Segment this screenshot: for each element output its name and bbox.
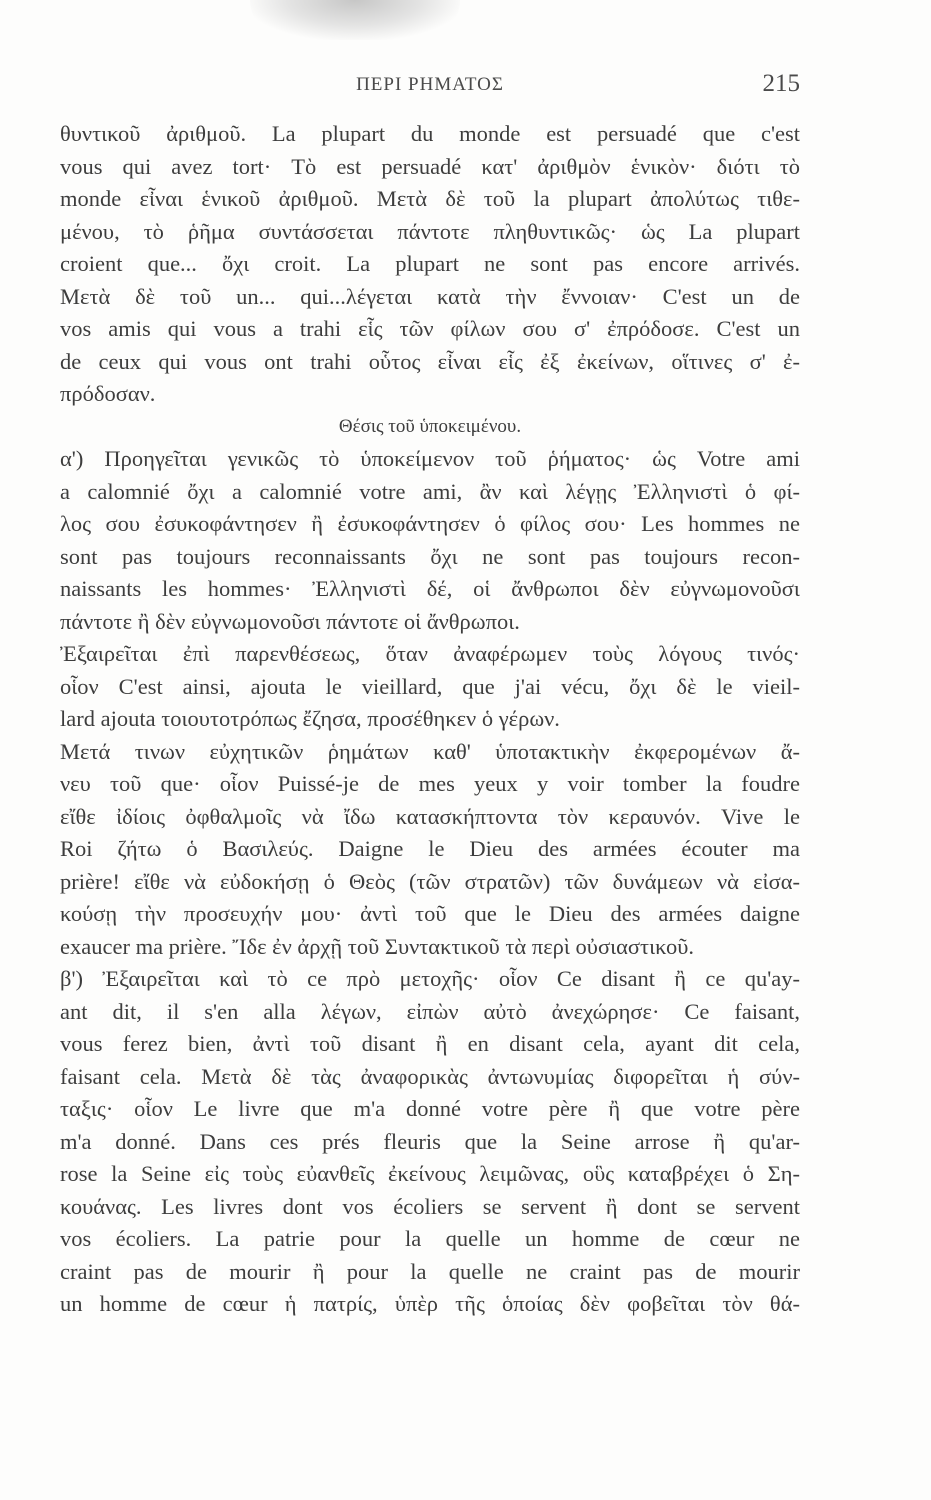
text-line: Μετὰ δὲ τοῦ un... qui...λέγεται κατὰ τὴν ἔννοιαν· C'est un de <box>60 283 800 309</box>
text-line: un homme de cœur ἡ πατρίς, ὑπὲρ τῆς ὁποίας δὲν φοβεῖται τὸν θά- <box>60 1291 800 1316</box>
text-line: Μετά τινων εὐχητικῶν ῥημάτων καθ' ὑποτακτικὴν ἐκφερομένων ἄ- <box>60 738 800 764</box>
text-line: νευ τοῦ que· οἷον Puissé-je de mes yeux y voir tomber la foudre <box>60 771 800 796</box>
binding-shadow <box>250 0 460 40</box>
text-line: οἷον C'est ainsi, ajouta le vieillard, que j'ai vécu, ὄχι δὲ le vieil- <box>60 673 800 699</box>
text-line: de ceux qui vous ont trahi οὗτος εἶναι εἷς ἐξ ἐκείνων, οἵτινες σ' ἐ- <box>60 348 800 374</box>
text-line: μένου, τὸ ῥῆμα συντάσσεται πάντοτε πληθυντικῶς· ὡς La plupart <box>60 218 800 244</box>
page-header <box>60 70 800 110</box>
section-heading: Θέσις τοῦ ὑποκειμένου. <box>338 415 522 437</box>
text-line: β') Ἐξαιρεῖται καὶ τὸ ce πρὸ μετοχῆς· οἷον Ce disant ἢ ce qu'ay- <box>60 966 800 991</box>
text-line: naissants les hommes· Ἐλληνιστὶ δέ, οἱ ἄνθρωποι δὲν εὐγνωμονοῦσι <box>60 576 800 601</box>
text-line: α') Προηγεῖται γενικῶς τὸ ὑποκείμενον τοῦ ῥήματος· ὡς Votre ami <box>60 446 800 471</box>
text-line: a calomnié ὄχι a calomnié votre ami, ἂν καὶ λέγῃς Ἐλληνιστὶ ὁ φί- <box>60 478 800 504</box>
text-line: πάντοτε ἢ δὲν εὐγνωμονοῦσι πάντοτε οἱ ἄνθρωποι. <box>60 608 520 634</box>
page-number: 215 <box>762 70 800 97</box>
text-line: monde εἶναι ἑνικοῦ ἀριθμοῦ. Μετὰ δὲ τοῦ la plupart ἀπολύτως τιθε- <box>60 186 800 211</box>
text-line: Roi ζήτω ὁ Βασιλεύς. Daigne le Dieu des armées écouter ma <box>60 836 800 861</box>
text-line: ταξις· οἷον Le livre que m'a donné votre père ἢ que votre père <box>60 1096 800 1121</box>
text-line: κουάνας. Les livres dont vos écoliers se servent ἢ dont se servent <box>60 1193 800 1219</box>
text-line: sont pas toujours reconnaissants ὄχι ne sont pas toujours recon- <box>60 543 800 569</box>
text-line: faisant cela. Μετὰ δὲ τὰς ἀναφορικὰς ἀντωνυμίας διφορεῖται ἡ σύν- <box>60 1063 800 1089</box>
text-line: rose la Seine εἰς τοὺς εὐανθεῖς ἐκείνους λειμῶνας, οὓς καταβρέχει ὁ Ση- <box>60 1161 800 1186</box>
text-line: croient que... ὄχι croit. La plupart ne sont pas encore arrivés. <box>60 251 800 276</box>
text-line: exaucer ma prière. Ἴδε ἐν ἀρχῇ τοῦ Συντακτικοῦ τὰ περὶ οὐσιαστικοῦ. <box>60 933 694 959</box>
text-line: vous ferez bien, ἀντὶ τοῦ disant ἢ en disant cela, ayant dit cela, <box>60 1031 800 1056</box>
text-line: prière! εἴθε νὰ εὐδοκήσῃ ὁ Θεὸς (τῶν στρατῶν) τῶν δυνάμεων νὰ εἰσα- <box>60 868 800 894</box>
text-line: vos amis qui vous a trahi εἷς τῶν φίλων σου σ' ἐπρόδοσε. C'est un <box>60 316 800 341</box>
text-line: εἴθε ἰδίοις ὀφθαλμοῖς νὰ ἴδω κατασκήπτοντα τὸν κεραυνόν. Vive le <box>60 803 800 829</box>
body-text <box>60 118 800 1321</box>
text-line: ant dit, il s'en alla λέγων, εἰπὼν αὐτὸ ἀνεχώρησε· Ce faisant, <box>60 998 800 1024</box>
text-line: Ἐξαιρεῖται ἐπὶ παρενθέσεως, ὅταν ἀναφέρωμεν τοὺς λόγους τινός· <box>60 641 800 666</box>
text-line: m'a donné. Dans ces prés fleuris que la Seine arrose ἢ qu'ar- <box>60 1128 800 1154</box>
text-line: craint pas de mourir ἢ pour la quelle ne craint pas de mourir <box>60 1258 800 1284</box>
text-line: lard ajouta τοιουτοτρόπως ἔζησα, προσέθηκεν ὁ γέρων. <box>60 706 560 731</box>
text-line: θυντικοῦ ἀριθμοῦ. La plupart du monde est persuadé que c'est <box>60 121 800 146</box>
running-title: ΠΕΡΙ ΡΗΜΑΤΟΣ <box>356 74 504 95</box>
text-line: vos écoliers. La patrie pour la quelle un homme de cœur ne <box>60 1226 800 1251</box>
text-line: λος σου ἐσυκοφάντησεν ἢ ἐσυκοφάντησεν ὁ φίλος σου· Les hommes ne <box>60 511 800 536</box>
text-line: vous qui avez tort· Τὸ est persuadé κατ' ἀριθμὸν ἑνικὸν· διότι τὸ <box>60 153 800 179</box>
text-line: πρόδοσαν. <box>60 381 156 406</box>
text-line: κούσῃ τὴν προσευχήν μου· ἀντὶ τοῦ que le Dieu des armées daigne <box>60 901 800 926</box>
